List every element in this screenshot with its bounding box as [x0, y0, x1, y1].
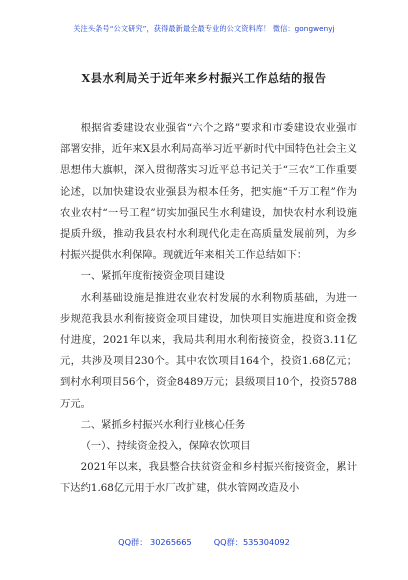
section-heading-1: 一、紧抓年度衔接资金项目建设 — [80, 270, 225, 283]
promo-header: 关注头条号“公文研究”，获得最新最全最专业的公文资料库！ 微信：gongwenyj — [73, 24, 335, 33]
subsection-heading-1: （一）、持续资金投入，保障农饮项目 — [80, 440, 251, 453]
qq-group-2: QQ群：535304092 — [213, 537, 290, 547]
section-1-paragraph: 水利基础设施是推进农业农村发展的水利物质基础，为进一步规范我县水利衔接资金项目建设，加快项目实施进度和资金拨付进度，2021年以来，我局共利用水利衔接资金，投资3.11亿元，共涉及项目230个。其中农饮项目164个，投资1.68亿元；到村水利项目56个，资金8489万元；县级项目10个，投资5788万元。 — [60, 291, 357, 410]
contact-footer — [0, 537, 408, 557]
document-body — [60, 118, 357, 500]
document-title: X县水利局关于近年来乡村振兴工作总结的报告 — [81, 71, 327, 85]
intro-paragraph: 根据省委建设农业强省“六个之路”要求和市委建设农业强市部署安排，近年来X县水利局高举习近平新时代中国特色社会主义思想伟大旗帜，深入贯彻落实习近平总书记关于“三农”工作重要论述，以加快建设农业强县为根本任务，把实施“千万工程”作为农业农村“一号工程”切实加强民生水利建设，加快农村水利设施提质升级，推动我县农村水利现代化走在高质量发展前列，为乡村振兴提供水利保障。现就近年来相关工作总结如下： — [60, 122, 357, 262]
section-heading-2: 二、紧抓乡村振兴水利行业核心任务 — [80, 418, 246, 431]
qq-group-1: QQ群： 30265665 — [118, 537, 192, 547]
subsection-1-paragraph: 2021年以来，我县整合扶贫资金和乡村振兴衔接资金，累计下达约1.68亿元用于水厂改扩建，供水管网改造及小 — [60, 461, 357, 495]
